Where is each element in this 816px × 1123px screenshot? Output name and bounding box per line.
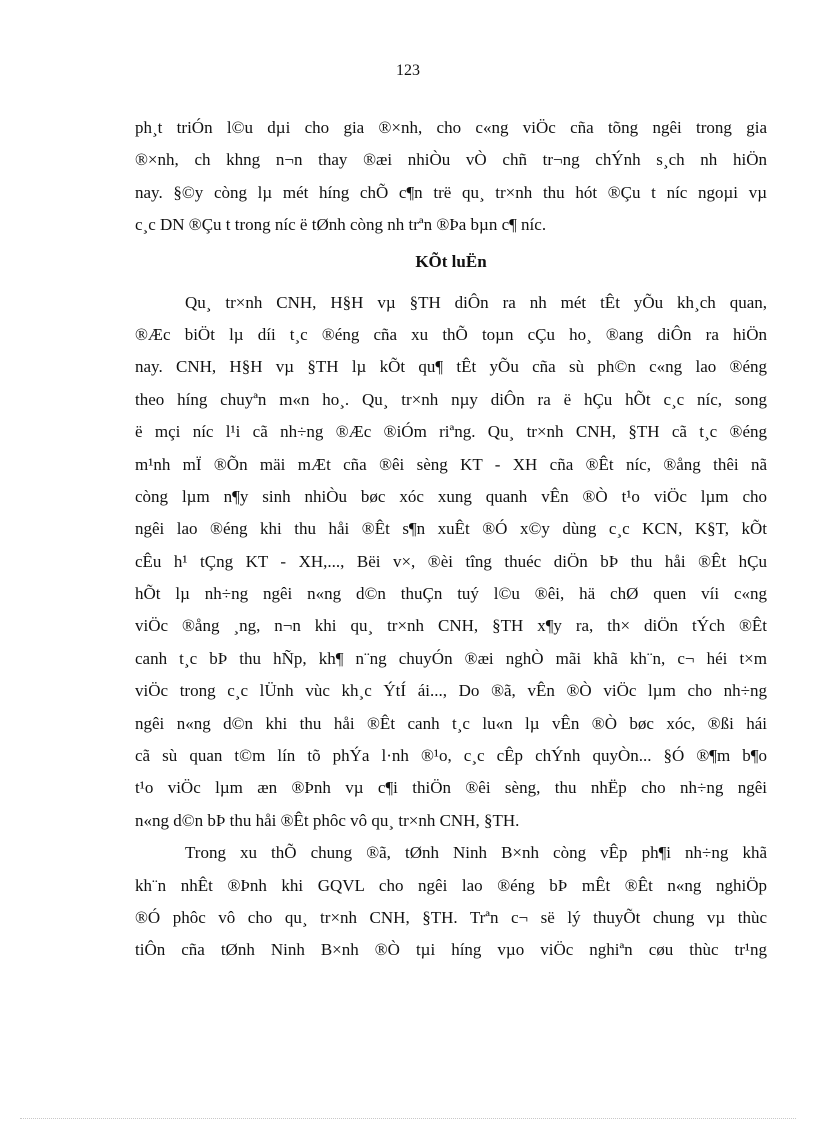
paragraph-2-line: canh t¸c bÞ thu hÑp, kh¶ n¨ng chuyÓn ®æi nghÒ mãi khã kh¨n, c¬ héi t×m xyxy=(135,648,767,668)
paragraph-2-line: n«ng d©n bÞ thu håi ®Êt phôc vô qu¸ tr×nh CNH, §TH. xyxy=(135,810,520,830)
paragraph-2-line: cã sù quan t©m lín tõ phÝa l·nh ®¹o, c¸c cÊp chÝnh quyÒn... §Ó ®¶m b¶o xyxy=(135,746,767,766)
paragraph-3-line: Trong xu thÕ chung ®ã, tØnh Ninh B×nh còng vÊp ph¶i nh÷ng khã xyxy=(185,843,767,863)
paragraph-2-line: còng lµm n¶y sinh nhiÒu bøc xóc xung quanh vÊn ®Ò t¹o viÖc lµm cho xyxy=(135,486,767,506)
paragraph-3-line: tiÔn cña tØnh Ninh B×nh ®Ò tµi híng vµo viÖc nghiªn cøu thùc tr¹ng xyxy=(135,940,767,960)
paragraph-2-line: viÖc trong c¸c lÜnh vùc kh¸c ÝtÍ ái..., Do ®ã, vÊn ®Ò viÖc lµm cho nh÷ng xyxy=(135,681,767,701)
paragraph-1-line: ®×nh, ch khng n¬n thay ®æi nhiÒu vÒ chñ tr¬ng chÝnh s¸ch nh hiÖn xyxy=(135,150,767,170)
paragraph-2-line: ngêi lao ®éng khi thu håi ®Êt s¶n xuÊt ®Ó x©y dùng c¸c KCN, K§T, kÕt xyxy=(135,519,767,539)
paragraph-2-line: nay. CNH, H§H vµ §TH lµ kÕt qu¶ tÊt yÕu cña sù ph©n c«ng lao ®éng xyxy=(135,357,767,377)
paragraph-2-line: ë mçi níc l¹i cã nh÷ng ®Æc ®iÓm riªng. Qu¸ tr×nh CNH, §TH cã t¸c ®éng xyxy=(135,422,767,442)
paragraph-2-line: ngêi n«ng d©n khi thu håi ®Êt canh t¸c lu«n lµ vÊn ®Ò bøc xóc, ®ßi hái xyxy=(135,713,767,733)
section-heading: KÕt luËn xyxy=(415,251,487,271)
paragraph-2-line: theo híng chuyªn m«n ho¸. Qu¸ tr×nh nµy diÔn ra ë hÇu hÕt c¸c níc, song xyxy=(135,389,767,409)
page-bottom-rule xyxy=(20,1118,796,1119)
paragraph-2-line: hÕt lµ nh÷ng ngêi n«ng d©n thuÇn tuý l©u ®êi, hä chØ quen víi c«ng xyxy=(135,584,767,604)
paragraph-2-line: m¹nh mÏ ®Õn mäi mÆt cña ®êi sèng KT - XH cña ®Êt níc, ®ång thêi nã xyxy=(135,454,767,474)
paragraph-2-line: ®Æc biÖt lµ díi t¸c ®éng cña xu thÕ toµn cÇu ho¸ ®ang diÔn ra hiÖn xyxy=(135,324,767,344)
paragraph-3-line: kh¨n nhÊt ®Þnh khi GQVL cho ngêi lao ®éng bÞ mÊt ®Êt n«ng nghiÖp xyxy=(135,875,767,895)
paragraph-2-line: viÖc ®ång ¸ng, n¬n khi qu¸ tr×nh CNH, §TH x¶y ra, th× diÖn tÝch ®Êt xyxy=(135,616,767,636)
body-text xyxy=(135,112,767,967)
page-number: 123 xyxy=(396,62,420,79)
paragraph-2-line: Qu¸ tr×nh CNH, H§H vµ §TH diÔn ra nh mét tÊt yÕu kh¸ch quan, xyxy=(185,292,767,312)
paragraph-1-line: c¸c DN ®Çu t trong níc ë tØnh còng nh trªn ®Þa bµn c¶ níc. xyxy=(135,215,547,235)
paragraph-2-line: cÊu h¹ tÇng KT - XH,..., Bëi v×, ®èi tîng thuéc diÖn bÞ thu håi ®Êt hÇu xyxy=(135,551,767,571)
paragraph-3-line: ®Ó phôc vô cho qu¸ tr×nh CNH, §TH. Trªn c¬ së lý thuyÕt chung vµ thùc xyxy=(135,907,767,927)
paragraph-1-line: ph¸t triÓn l©u dµi cho gia ®×nh, cho c«ng viÖc cña tõng ngêi trong gia xyxy=(135,118,767,137)
paragraph-1-line: nay. §©y còng lµ mét híng chÕ c¶n trë qu¸ tr×nh thu hót ®Çu t níc ngoµi vµ xyxy=(135,182,767,202)
paragraph-2-line: t¹o viÖc lµm æn ®Þnh vµ c¶i thiÖn ®êi sèng, thu nhËp cho nh÷ng ngêi xyxy=(135,778,767,798)
